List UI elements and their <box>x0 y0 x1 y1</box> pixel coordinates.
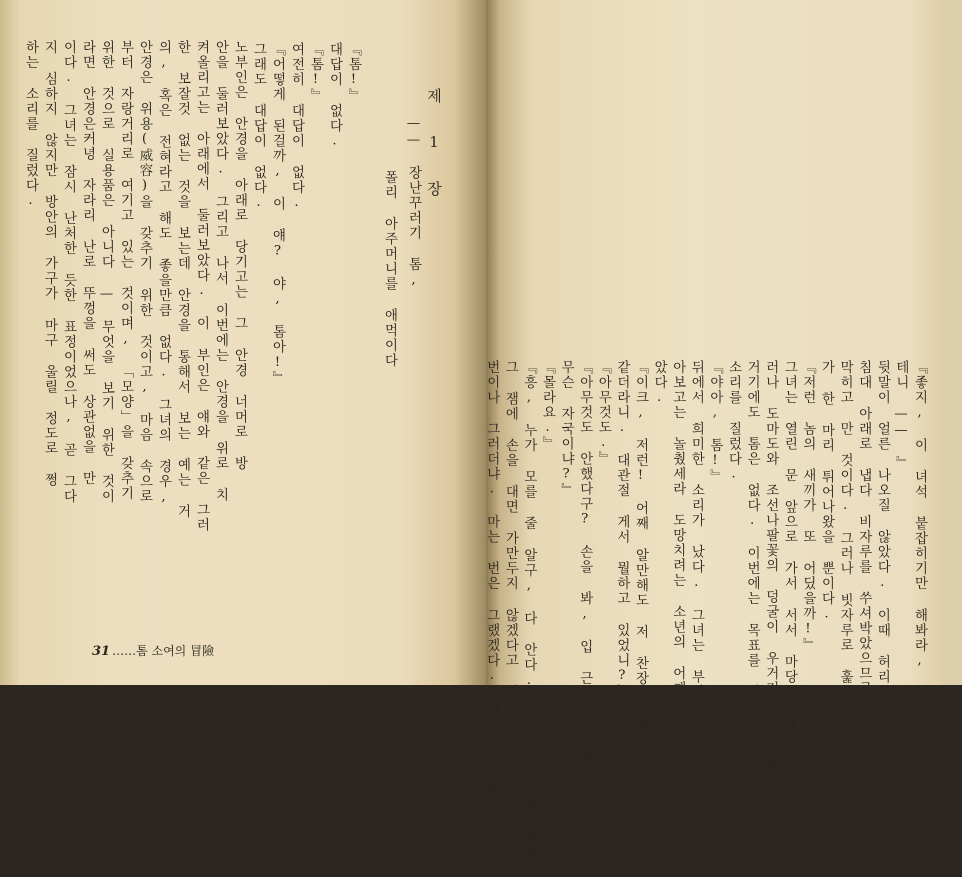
text-line: 가 한 마리 튀어나왔을 뿐이다. <box>819 360 834 623</box>
text-line: 라면 안경은커녕 자라리 난로 뚜껑을 써도 상관없을 만 <box>80 40 95 487</box>
text-line: 소리를 질렀다. <box>726 360 741 484</box>
text-line: 같더라니. 대관절 게서 뭘하고 있었니?』 <box>614 360 630 700</box>
text-line: 그 잼에 손을 대면 가만두지 않겠다고 내가 여태까지 몇 <box>502 360 518 823</box>
right-page <box>484 0 962 877</box>
text-line: 아보고는 놀췄세라 도망치려는 소년의 어깨 자락을 붙잡 <box>670 360 686 805</box>
text-line: 테니 —— 』 <box>893 360 909 472</box>
text-line: 여전히 대답이 없다. <box>289 42 304 212</box>
text-line: 대답이 없다. <box>327 42 342 151</box>
text-line: 이다. 그녀는 잠시 난처한 듯한 표정이었으나, 곧 그다 <box>61 40 76 505</box>
text-line: 그녀는 열린 문 앞으로 가서 서서 마당을 내다본다. 그 <box>781 360 797 825</box>
text-line: 막히고 만 것이다. 그러나 빗자루로 훑은 결과는 고양이 <box>837 360 853 823</box>
text-line: 『톰!』 <box>308 42 323 104</box>
text-line: 그래도 대답이 없다. <box>251 42 266 212</box>
text-line: 『좋지, 이 녀석 붙잡히기만 해봐라, 그냥 두진 않을 <box>912 360 927 810</box>
text-line: 『흥, 누가 모를 줄 알구, 다 안다. 잼이지, 그게 뻔해. <box>521 360 537 877</box>
text-line: 번이나 그러더냐. 마는 번은 그랬겠다. 자, 그 회초리 이 <box>484 360 500 858</box>
text-line: 『저런 놈의 새끼가 또 어딨을까!』 <box>800 360 816 653</box>
text-line: 켜올리고는 아래에서 둘러보았다. 이 부인은 얘와 같은 그러 <box>194 40 209 533</box>
left-page <box>0 0 486 685</box>
text-line: 안경은 위용(威容)을 갖추기 위한 것이고, 마음 속으로 <box>137 40 152 505</box>
chapter-title-line2: 폴리 아주머니를 애먹이다 <box>382 170 397 369</box>
text-line: 안을 둘러보았다. 그리고 나서 이번에는 안경을 위로 치 <box>213 40 228 503</box>
page-number: 31 <box>92 644 111 659</box>
text-line: 『아무것도 안했다구? 손을 봐, 입 근처 좀 봐. 그건 <box>577 360 593 828</box>
text-line: 『아무것도.』 <box>595 360 611 467</box>
text-line: 『톰!』 <box>346 42 361 104</box>
text-line: 무슨 자국이냐?』 <box>558 360 574 499</box>
page-edges <box>946 0 962 685</box>
text-line: 침대 아래로 냅다 비자루를 쑤셔박았으므로 그만 숨이 막 <box>856 360 872 822</box>
running-title: ……톰 소여의 冒險 <box>112 644 215 658</box>
text-line: 노부인은 안경을 아래로 당기고는 그 안경 너머로 방 <box>232 40 247 472</box>
text-line: 한 보잘것 없는 것을 보는데 안경을 통해서 보는 예는 거 <box>175 40 190 520</box>
text-line: 뒤에서 희미한 소리가 났다. 그녀는 부리나케 뒤를 돌 <box>688 360 704 808</box>
text-line: 러나 도마도와 조선나팔꽃의 덩굴이 우거져 있을 뿐이고 <box>763 360 779 805</box>
text-line: 거기에도 톰은 없다. 이번에는 목표를 먼 쪽에다 두고서 <box>744 360 760 823</box>
text-line: 위한 것으로 실용품은 아니다 — 무엇을 보기 위한 것이 <box>99 40 114 505</box>
text-line: 하는 소리를 질렀다. <box>23 40 38 210</box>
text-line: 『어떻게 된걸까, 이 얘? 야, 톰아!』 <box>270 42 285 387</box>
text-line: 부터 자랑거리로 여기고 있는 것이며, 「모양」을 갖추기 <box>118 40 133 502</box>
text-line: 았다. <box>651 360 667 407</box>
text-line: 『몰라요.』 <box>540 360 555 452</box>
text-line: 의, 혹은 전혀라고 해도 좋을만큼 없다. 그녀의 경우, <box>156 40 171 506</box>
chapter-title-line1: —— 장난꾸러기 톰, <box>406 116 421 289</box>
text-line: 뒷말이 얼른 나오질 않았다. 이때 허리를 구부리고는 <box>874 360 890 792</box>
text-line: 지 심하지 않지만 방안의 가구가 마구 울릴 정도로 쩡 <box>42 40 57 488</box>
chapter-number: 제 1 장 <box>425 88 443 202</box>
text-line: 『야아, 톰!』 <box>707 360 723 485</box>
text-line: 『이크, 저런! 어째 알만해도 저 찬장 속에 있는 것만 <box>633 360 648 826</box>
page-footer <box>92 642 214 659</box>
